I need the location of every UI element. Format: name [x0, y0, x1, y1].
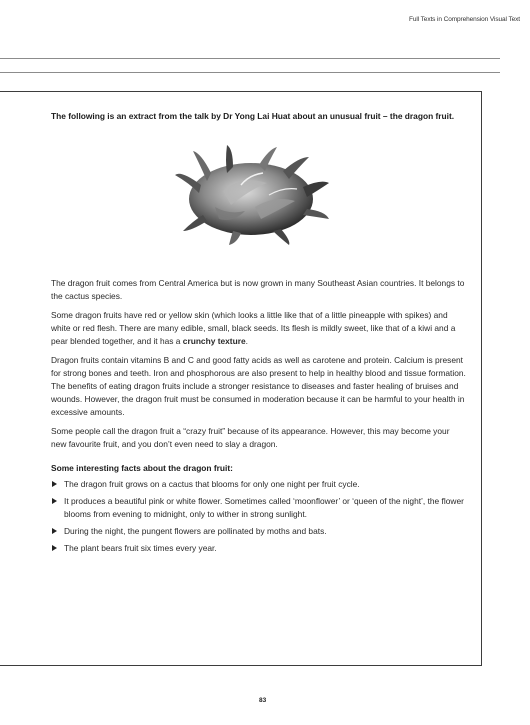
- list-item: [51, 495, 466, 521]
- dragon-fruit-illustration: [171, 145, 331, 245]
- fact-text: It produces a beautiful pink or white flower. Sometimes called ‘moonflower’ or ‘queen of the night’, the flower blooms from evening to midnight, only to wither in strong sunlight.: [64, 496, 464, 519]
- paragraph-description: [51, 309, 466, 348]
- list-item: [51, 542, 466, 555]
- triangle-bullet-icon: [52, 481, 57, 487]
- page-number: 83: [259, 697, 267, 704]
- paragraph-description-text: Some dragon fruits have red or yellow skin (which looks a little like that of a little pineapple with spikes) and white or red flesh. There are many edible, small, black seeds. Its flesh is mildly sweet, like that of a kiwi and a pear blended together, and it has a: [51, 310, 456, 346]
- article: [51, 110, 466, 559]
- facts-list: [51, 478, 466, 555]
- triangle-bullet-icon: [52, 528, 57, 534]
- triangle-bullet-icon: [52, 545, 57, 551]
- paragraph-description-end: .: [245, 336, 248, 346]
- intro-text: The following is an extract from the talk by Dr Yong Lai Huat about an unusual fruit – the dragon fruit.: [51, 111, 455, 121]
- fact-text: The plant bears fruit six times every year.: [64, 543, 217, 553]
- list-item: [51, 478, 466, 491]
- running-header: Full Texts in Comprehension Visual Text: [409, 16, 520, 23]
- writing-line: [0, 72, 500, 73]
- paragraph-nutrition: Dragon fruits contain vitamins B and C and good fatty acids as well as carotene and protein. Calcium is present for strong bones and teeth. Iron and phosphorous are also present to help in healthy blood and tissue formation. The benefits of eating dragon fruits include a stronger resistance to diseases and faster healing of bruises and wounds. However, the dragon fruit must be consumed in moderation because it can be harmful to your health in excessive amounts.: [51, 355, 466, 417]
- fact-text: The dragon fruit grows on a cactus that blooms for only one night per fruit cycle.: [64, 479, 360, 489]
- triangle-bullet-icon: [52, 498, 57, 504]
- fact-text: During the night, the pungent flowers are pollinated by moths and bats.: [64, 526, 327, 536]
- writing-line: [0, 58, 500, 59]
- paragraph-origin: The dragon fruit comes from Central America but is now grown in many Southeast Asian countries. It belongs to the cactus species.: [51, 278, 465, 301]
- key-term-crunchy-texture: crunchy texture: [182, 336, 246, 346]
- facts-heading: Some interesting facts about the dragon fruit:: [51, 463, 233, 473]
- list-item: [51, 525, 466, 538]
- paragraph-crazy-fruit: Some people call the dragon fruit a “crazy fruit” because of its appearance. However, this may become your new favourite fruit, and you don’t even need to slay a dragon.: [51, 426, 450, 449]
